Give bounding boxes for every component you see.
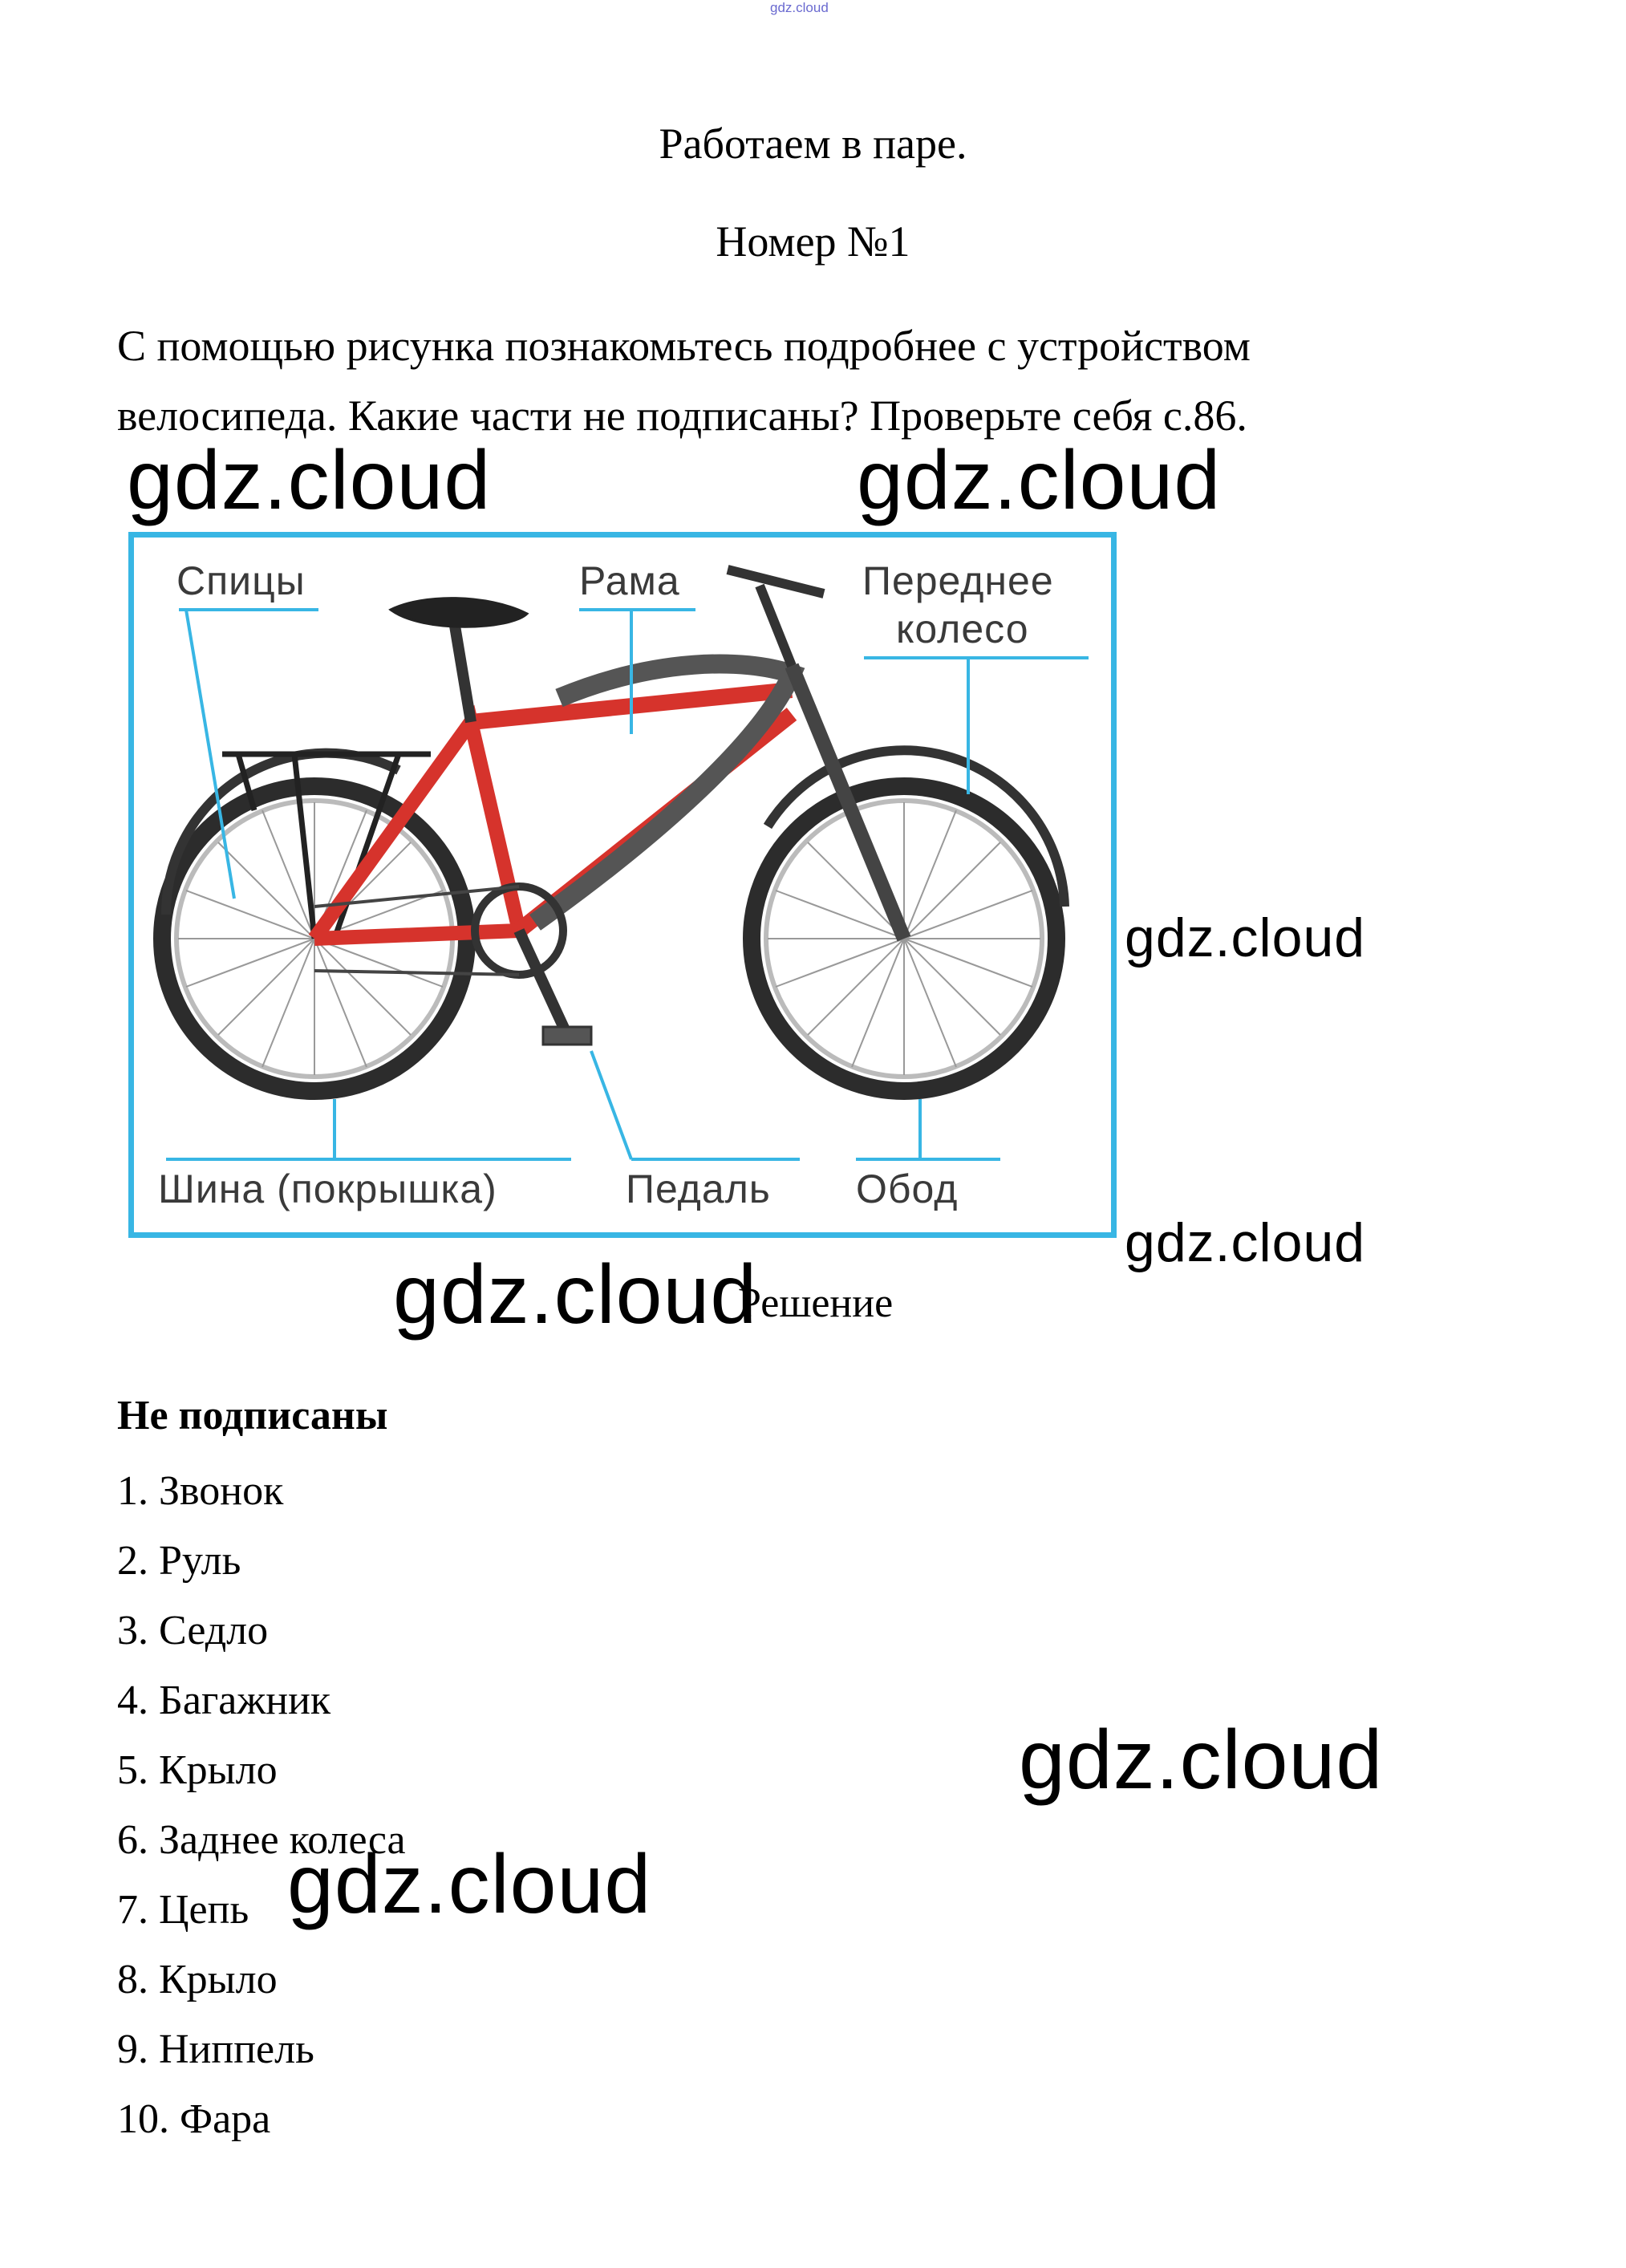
task-text [117, 311, 1433, 451]
pedal [543, 1027, 591, 1045]
watermark: gdz.cloud [1125, 1212, 1366, 1273]
list-item: 9. Ниппель [117, 2027, 314, 2072]
list-item: 5. Крыло [117, 1747, 278, 1793]
exercise-number: Номер №1 [716, 217, 910, 266]
watermark: gdz.cloud [393, 1248, 758, 1341]
list-item: 1. Звонок [117, 1468, 284, 1514]
label-spokes: Спицы [176, 558, 306, 603]
bicycle-figure [128, 532, 1117, 1238]
answer-heading: Не подписаны [117, 1393, 388, 1438]
answer-list [117, 1456, 406, 2154]
list-item: 8. Крыло [117, 1957, 278, 2002]
list-item: 3. Седло [117, 1608, 269, 1653]
label-tire: Шина (покрышка) [158, 1166, 497, 1211]
top-watermark: gdz.cloud [770, 0, 829, 15]
saddle [391, 598, 527, 627]
watermark: gdz.cloud [127, 434, 492, 527]
seat-post [455, 626, 471, 722]
handlebar [728, 570, 824, 666]
list-item: 4. Багажник [117, 1678, 331, 1723]
pedal-callout [591, 1051, 800, 1159]
page-title: Работаем в паре. [659, 120, 967, 168]
label-frame: Рама [579, 558, 680, 603]
rim-callout [856, 1099, 1000, 1159]
watermark: gdz.cloud [1125, 907, 1366, 968]
list-item: 6. Заднее колеса [117, 1817, 406, 1863]
task-line-2: велосипеда. Какие части не подписаны? Проверьте себя с.86. [117, 392, 1247, 440]
label-pedal: Педаль [626, 1166, 771, 1211]
list-item: 7. Цепь [117, 1887, 249, 1933]
watermark: gdz.cloud [1019, 1714, 1384, 1807]
list-item: 2. Руль [117, 1538, 241, 1584]
watermark: gdz.cloud [287, 1838, 652, 1931]
task-line-1: С помощью рисунка познакомьтесь подробнее с устройством [117, 322, 1251, 370]
front-wheel-callout [864, 658, 1089, 794]
solution-heading: Решение [738, 1280, 894, 1326]
label-front-wheel-1: Переднее [862, 558, 1054, 603]
tire-callout [166, 1099, 571, 1159]
label-rim: Обод [856, 1166, 959, 1211]
list-item: 10. Фара [117, 2096, 271, 2142]
label-front-wheel-2: колесо [896, 607, 1029, 651]
watermark: gdz.cloud [857, 434, 1222, 527]
